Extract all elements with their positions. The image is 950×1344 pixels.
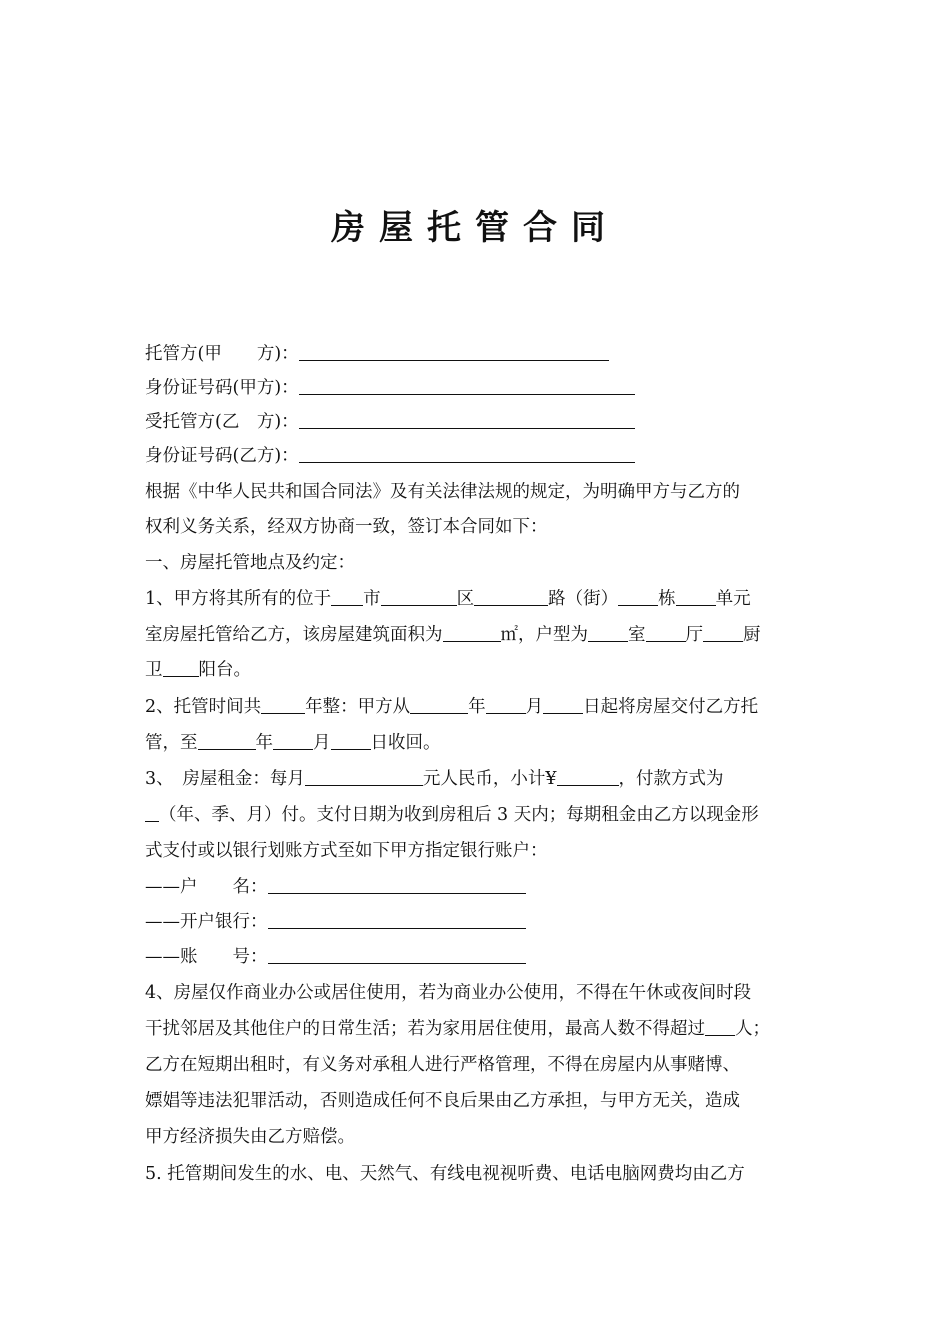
kitchens-blank <box>703 623 743 642</box>
bathrooms-label: 卫 <box>145 660 163 680</box>
district-label: 区 <box>456 589 475 609</box>
intro-line-1: 根据《中华人民共和国合同法》及有关法律法规的规定，为明确甲方与乙方的 <box>145 482 740 502</box>
item-1-text: 1、甲方将其所有的位于 <box>145 589 332 609</box>
area-blank <box>443 623 501 642</box>
start-month-blank <box>486 695 526 714</box>
intro-line-2: 权利义务关系，经双方协商一致，签订本合同如下： <box>145 517 548 537</box>
building-blank <box>618 587 658 606</box>
balcony-label: 阳台。 <box>198 660 251 680</box>
max-persons-blank <box>705 1017 735 1036</box>
term-years-blank <box>261 695 305 714</box>
bank-label: ——开户银行： <box>145 912 268 932</box>
account-no-line <box>145 945 815 969</box>
item-3-text: 3、 房屋租金：每月 <box>145 769 305 789</box>
id-a-blank <box>299 376 635 395</box>
item-3-text: （年、季、月）付。支付日期为收到房租后 3 天内；每期租金由乙方以现金形 <box>159 805 759 825</box>
end-day-blank <box>331 731 371 750</box>
item-2-line-1 <box>145 695 815 719</box>
id-a-line <box>145 376 815 400</box>
payment-cycle-blank <box>145 803 159 822</box>
item-4-line-1: 4、房屋仅作商业办公或居住使用，若为商业办公使用，不得在午休或夜间时段 <box>145 983 752 1003</box>
balcony-blank <box>163 658 199 677</box>
document-title: 房屋托管合同 <box>331 208 619 248</box>
unit-label: 单元 <box>715 589 751 609</box>
subtotal-blank <box>557 767 619 786</box>
item-2-text: 日起将房屋交付乙方托 <box>583 697 759 717</box>
month-label: 月 <box>313 733 331 753</box>
district-blank <box>381 587 457 606</box>
item-2-text: 年整：甲方从 <box>305 697 411 717</box>
account-name-label: ——户 名： <box>145 877 268 897</box>
item-2-line-2 <box>145 731 815 755</box>
account-name-line <box>145 875 815 899</box>
item-4-line-5: 甲方经济损失由乙方赔偿。 <box>145 1127 355 1147</box>
item-4-line-4: 嫖娼等违法犯罪活动，否则造成任何不良后果由乙方承担，与甲方无关，造成 <box>145 1091 740 1111</box>
item-2-text: 日收回。 <box>370 733 441 753</box>
year-label: 年 <box>468 697 486 717</box>
item-1-text: 室房屋托管给乙方，该房屋建筑面积为 <box>145 625 443 645</box>
id-b-blank <box>299 444 635 463</box>
rooms-label: 室 <box>628 625 646 645</box>
item-1-line-1 <box>145 587 815 611</box>
month-label: 月 <box>525 697 544 717</box>
item-3-text: ，付款方式为 <box>618 769 724 789</box>
item-3-line-2 <box>145 803 815 827</box>
item-3-line-3: 式支付或以银行划账方式至如下甲方指定银行账户： <box>145 841 548 861</box>
party-a-line <box>145 342 815 366</box>
monthly-rent-blank <box>305 767 423 786</box>
bank-blank <box>268 910 526 929</box>
item-4-text: 干扰邻居及其他住户的日常生活；若为家用居住使用，最高人数不得超过 <box>145 1019 705 1039</box>
bank-line <box>145 910 815 934</box>
kitchens-label: 厨 <box>743 625 761 645</box>
road-label: 路（街） <box>548 589 619 609</box>
party-b-blank <box>299 410 635 429</box>
section-1-heading: 一、房屋托管地点及约定： <box>145 553 355 573</box>
item-1-line-3 <box>145 658 815 682</box>
city-label: 市 <box>363 589 381 609</box>
item-4-line-2 <box>145 1017 815 1041</box>
start-day-blank <box>543 695 583 714</box>
unit-blank <box>676 587 716 606</box>
persons-label: 人； <box>735 1019 770 1039</box>
item-2-text: 管，至 <box>145 733 198 753</box>
id-b-label: 身份证号码(乙方)： <box>145 446 299 466</box>
item-2-text: 2、托管时间共 <box>145 697 262 717</box>
city-blank <box>331 587 363 606</box>
area-unit-label: ㎡，户型为 <box>500 625 588 645</box>
item-3-text: 元人民币，小计¥ <box>422 769 557 789</box>
item-4-line-3: 乙方在短期出租时，有义务对承租人进行严格管理，不得在房屋内从事赌博、 <box>145 1055 740 1075</box>
id-a-label: 身份证号码(甲方)： <box>145 378 299 398</box>
party-a-blank <box>299 342 609 361</box>
party-a-label: 托管方(甲 方)： <box>145 344 299 364</box>
account-no-blank <box>268 945 526 964</box>
end-year-blank <box>198 731 256 750</box>
account-name-blank <box>268 875 526 894</box>
item-1-line-2 <box>145 623 815 647</box>
item-5-line-1: 5. 托管期间发生的水、电、天然气、有线电视视听费、电话电脑网费均由乙方 <box>145 1164 745 1184</box>
party-b-label: 受托管方(乙 方)： <box>145 412 299 432</box>
road-blank <box>474 587 548 606</box>
party-b-line <box>145 410 815 434</box>
halls-blank <box>646 623 686 642</box>
item-3-line-1 <box>145 767 815 791</box>
end-month-blank <box>273 731 313 750</box>
rooms-blank <box>588 623 628 642</box>
account-no-label: ——账 号： <box>145 947 268 967</box>
start-year-blank <box>410 695 468 714</box>
halls-label: 厅 <box>685 625 703 645</box>
year-label: 年 <box>255 733 273 753</box>
building-label: 栋 <box>658 589 676 609</box>
id-b-line <box>145 444 815 468</box>
